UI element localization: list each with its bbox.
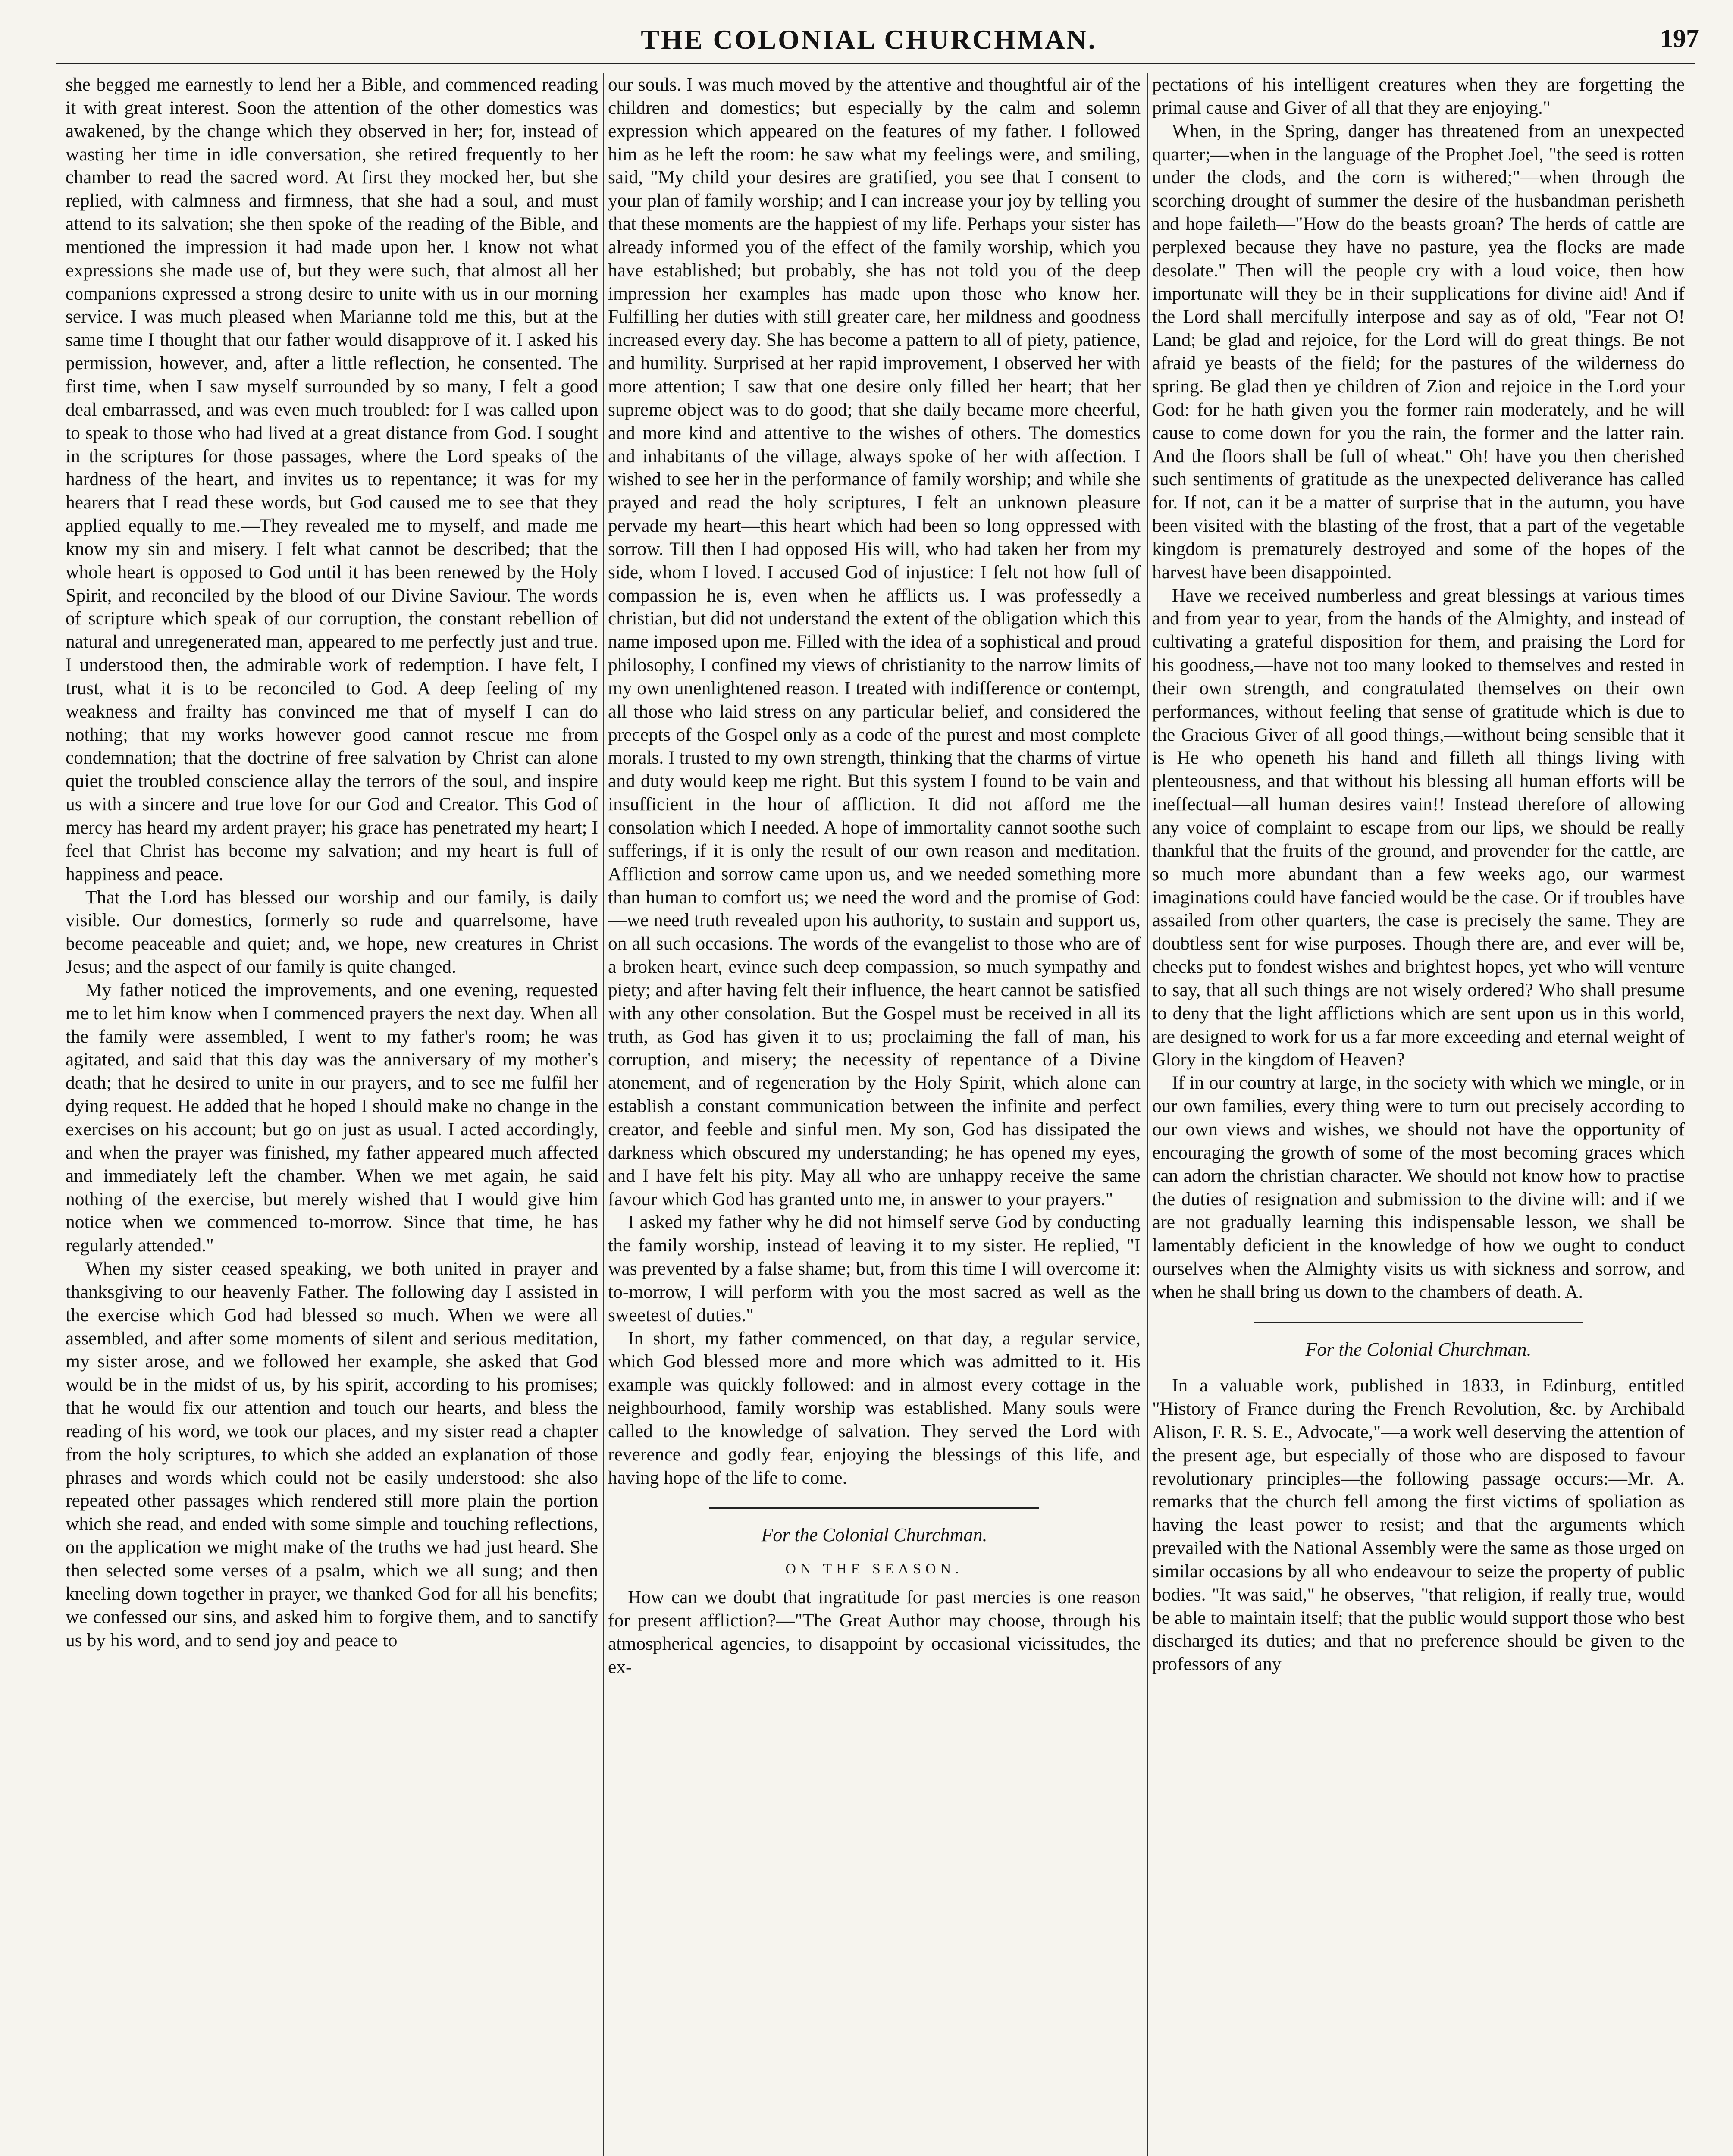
article-paragraph: My father noticed the improvements, and one evening, requested me to let him know when I commenced prayers the next day. When all the family were assembled, I went to my father's room; he was agitated, and said that this day was the anniversary of my mother's death; that he desired to unite in our prayers, and to see me fulfil her dying request. He added that he hoped I should make no change in the exercises on his account; but go on just as usual. I acted accordingly, and when the prayer was finished, my father appeared much affected and immediately left the chamber. When we met again, he said nothing of the exercise, but merely wished that I would give him notice when we commenced to-morrow. Since that time, he has regularly attended." bbox=[66, 979, 598, 1256]
section-heading: For the Colonial Churchman. bbox=[761, 1524, 987, 1546]
column-divider bbox=[603, 73, 604, 2156]
section-divider bbox=[709, 1507, 1040, 1509]
article-paragraph: When, in the Spring, danger has threatened from an unexpected quarter;—when in the language of the Prophet Joel, "the seed is rotten under the clods, and the corn is withered;"—when through the scorching drought of summer the desire of the husbandman perisheth and hope faileth—"How do the beasts groan? The herds of cattle are perplexed because they have no pasture, yea the flocks are made desolate." Then will the people cry with a loud voice, then how importunate will they be in their supplications for divine aid! And if the Lord shall mercifully interpose and say as of old, "Fear not O! Land; be glad and rejoice, for the Lord will do great things. Be not afraid ye beasts of the field; for the pastures of the wilderness do spring. Be glad then ye children of Zion and rejoice in the Lord your God: for he hath given you the former rain moderately, and he will cause to come down for you the rain, the former and the latter rain. And the floors shall be full of wheat." Oh! have you then cherished such sentiments of gratitude as the unexpected deliverance has called for. If not, can it be a matter of surprise that in the autumn, you have been visited with the blasting of the frost, that a part of the vegetable kingdom is prematurely destroyed and some of the hopes of the harvest have been disappointed. bbox=[1152, 120, 1685, 583]
column-2 bbox=[608, 73, 1141, 2156]
page-number: 197 bbox=[1660, 24, 1699, 53]
header-rule bbox=[56, 63, 1695, 64]
column-divider bbox=[1147, 73, 1148, 2156]
article-paragraph: That the Lord has blessed our worship and our family, is daily visible. Our domestics, formerly so rude and quarrelsome, have become peaceable and quiet; and, we hope, new creatures in Christ Jesus; and the aspect of our family is quite changed. bbox=[66, 887, 598, 978]
newspaper-title: THE COLONIAL CHURCHMAN. bbox=[641, 24, 1097, 55]
article-paragraph: If in our country at large, in the society with which we mingle, or in our own families, every thing were to turn out precisely according to our own views and wishes, we should not have the opportunity of encouraging the growth of some of the most becoming graces which can adorn the christian character. We should not know how to practise the duties of resignation and submission to the divine will: and if we are not gradually learning this indispensable lesson, we shall be lamentably deficient in the knowledge of how we ought to conduct ourselves when the Almighty visits us with sickness and sorrow, and when he shall bring us down to the chambers of death. A. bbox=[1152, 1072, 1685, 1302]
article-paragraph: I asked my father why he did not himself serve God by conducting the family worship, instead of leaving it to my sister. He replied, "I was prevented by a false shame; but, from this time I will overcome it: to-morrow, I will perform with you the most sacred as well as the sweetest of duties." bbox=[608, 1212, 1141, 1326]
article-paragraph: pectations of his intelligent creatures when they are forgetting the primal cause and Giver of all that they are enjoying." bbox=[1152, 74, 1685, 118]
column-1 bbox=[66, 73, 598, 2156]
article-paragraph: our souls. I was much moved by the attentive and thoughtful air of the children and domestics; but especially by the calm and solemn expression which appeared on the features of my father. I followed him as he left the room: he saw what my feelings were, and smiling, said, "My child your desires are gratified, you see that I consent to your plan of family worship; and I can increase your joy by telling you that these moments are the happiest of my life. Perhaps your sister has already informed you of the effect of the family worship, which you have established; but probably, she has not told you of the deep impression her examples has made upon those who know her. Fulfilling her duties with still greater care, her mildness and goodness increased every day. She has become a pattern to all of piety, patience, and humility. Surprised at her rapid improvement, I observed her with more attention; I saw that one desire only filled her heart; that her supreme object was to do good; that she daily became more cheerful, and more kind and attentive to the wishes of others. The domestics and inhabitants of the village, always spoke of her with affection. I wished to see her in the performance of family worship; and while she prayed and read the holy scriptures, I felt an unknown pleasure pervade my heart—this heart which had been so long oppressed with sorrow. Till then I had opposed His will, who had taken her from my side, whom I loved. I accused God of injustice: I felt not how full of compassion he is, even when he afflicts us. I was professedly a christian, but did not understand the extent of the obligation which this name imposed upon me. Filled with the idea of a sophistical and proud philosophy, I confined my views of christianity to the narrow limits of my own unenlightened reason. I treated with indifference or contempt, all those who laid stress on any particular belief, and considered the precepts of the Gospel only as a code of the purest and most complete morals. I trusted to my own strength, thinking that the charms of virtue and duty would keep me right. But this system I found to be vain and insufficient in the hour of affliction. It did not afford me the consolation which I needed. A hope of immortality cannot soothe such sufferings, if it is only the result of our own reason and meditation. Affliction and sorrow came upon us, and we needed something more than human to comfort us; we need the word and the promise of God:—we need truth revealed upon his authority, to sustain and support us, on all such occasions. The words of the evangelist to those who are of a broken heart, evince such deep compassion, so much sympathy and piety; and after having felt their influence, the heart cannot be satisfied with any other consolation. But the Gospel must be received in all its truth, as God has given it to us; proclaiming the fall of man, his corruption, and misery; the necessity of repentance of a Divine atonement, and of regeneration by the Holy Spirit, which alone can establish a constant communication between the infinite and perfect creator, and feeble and sinful men. My son, God has dissipated the darkness which obscured my understanding; he has opened my eyes, and I have felt his pity. May all who are unhappy receive the same favour which God has granted unto me, in answer to your prayers." bbox=[608, 74, 1141, 1210]
article-paragraph: In short, my father commenced, on that day, a regular service, which God blessed more and more which was admitted to it. His example was quickly followed: and in almost every cottage in the neighbourhood, family worship was established. Many souls were called to the knowledge of salvation. They served the Lord with reverence and godly fear, enjoying the blessings of this life, and having hope of the life to come. bbox=[608, 1328, 1141, 1488]
section-divider bbox=[1254, 1322, 1584, 1323]
article-paragraph: How can we doubt that ingratitude for past mercies is one reason for present affliction?—"The Great Author may choose, through his atmospherical agencies, to disappoint by occasional vicissitudes, the ex- bbox=[608, 1587, 1141, 1677]
page-header bbox=[39, 24, 1699, 58]
column-3 bbox=[1152, 73, 1685, 2156]
section-heading: For the Colonial Churchman. bbox=[1305, 1338, 1532, 1360]
article-paragraph: In a valuable work, published in 1833, in Edinburg, entitled "History of France during the French Revolution, &c. by Archibald Alison, F. R. S. E., Advocate,"—a work well deserving the attention of the present age, but especially of those who are disposed to favour revolutionary principles—the following passage occurs:—Mr. A. remarks that the church fell among the first victims of spoliation as having the least power to resist; and that the arguments which prevailed with the National Assembly were the same as those urged on similar occasions by all who endeavour to seize the property of public bodies. "It was said," he observes, "that religion, if really true, would be able to maintain itself; that the public would support those who best discharged its duties; and that no preference should be given to the professors of any bbox=[1152, 1375, 1685, 1675]
article-title: ON THE SEASON. bbox=[785, 1561, 963, 1577]
article-paragraph: Have we received numberless and great blessings at various times and from year to year, from the hands of the Almighty, and instead of cultivating a grateful disposition for them, and praising the Lord for his goodness,—have not too many looked to themselves and rested in their own strength, and congratulated themselves on their own performances, without feeling that sense of gratitude which is due to the Gracious Giver of all good things,—without being sensible that it is He who openeth his hand and filleth all things living with plenteousness, and that without his blessing all human efforts will be ineffectual—all human desires vain!! Instead therefore of allowing any voice of complaint to escape from our lips, we should be really thankful that the fruits of the ground, and provender for the cattle, are so much more abundant than a few weeks ago, our warmest imaginations could have fancied would be the case. Or if troubles have assailed from other quarters, the case is precisely the same. They are doubtless sent for wise purposes. Though there are, and ever will be, checks put to fondest wishes and brightest hopes, yet who will venture to say, that all such things are not wisely ordered? Who shall presume to deny that the light afflictions which are sent upon us in this world, are designed to work for us a far more exceeding and eternal weight of Glory in the kingdom of Heaven? bbox=[1152, 585, 1685, 1070]
article-paragraph: When my sister ceased speaking, we both united in prayer and thanksgiving to our heavenly Father. The following day I assisted in the exercise which God had blessed so much. When we were all assembled, and after some moments of silent and serious meditation, my sister arose, and we followed her example, she asked that God would be in the midst of us, by his spirit, according to his promises; that he would fix our attention and touch our hearts, and bless the reading of his word, we took our places, and my sister read a chapter from the holy scriptures, to which she added an explanation of those phrases and words which could not be easily understood: she also repeated other passages which rendered still more plain the portion which she read, and ended with some simple and touching reflections, on the application we might make of the truths we had just heard. She then selected some verses of a psalm, which we all sung; and then kneeling down together in prayer, we thanked God for all his benefits; we confessed our sins, and asked him to forgive them, and to sanctify us by his word, and to send joy and peace to bbox=[66, 1258, 598, 1651]
article-paragraph: she begged me earnestly to lend her a Bible, and commenced reading it with great interest. Soon the attention of the other domestics was awakened, by the change which they observed in her; for, instead of wasting her time in idle conversation, she retired frequently to her chamber to read the sacred word. At first they mocked her, but she replied, with calmness and firmness, that she had a soul, and must attend to its salvation; she then spoke of the reading of the Bible, and mentioned the impression it had made upon her. I know not what expressions she made use of, but they were such, that almost all her companions expressed a strong desire to unite with us in our morning service. I was much pleased when Marianne told me this, but at the same time I thought that our father would disapprove of it. I asked his permission, however, and, after a little reflection, he consented. The first time, when I saw myself surrounded by so many, I felt a good deal embarrassed, and was even much troubled: for I was called upon to speak to those who had lived at a great distance from God. I sought in the scriptures for those passages, where the Lord speaks of the hardness of the heart, and invites us to repentance; it was for my hearers that I read these words, but God caused me to see that they applied equally to me.—They revealed me to myself, and made me know my sin and misery. I felt what cannot be described; that the whole heart is opposed to God until it has been renewed by the Holy Spirit, and reconciled by the blood of our Divine Saviour. The words of scripture which speak of our corruption, the constant rebellion of natural and unregenerated man, appeared to me perfectly just and true. I understood then, the admirable work of redemption. I have felt, I trust, what it is to be reconciled to God. A deep feeling of my weakness and frailty has convinced me that of myself I can do nothing; that my works however good cannot rescue me from condemnation; that the doctrine of free salvation by Christ can alone quiet the troubled conscience allay the terrors of the soul, and inspire us with a sincere and true love for our God and Creator. This God of mercy has heard my ardent prayer; his grace has penetrated my heart; I feel that Christ has become my salvation; and my heart is full of happiness and peace. bbox=[66, 74, 598, 884]
